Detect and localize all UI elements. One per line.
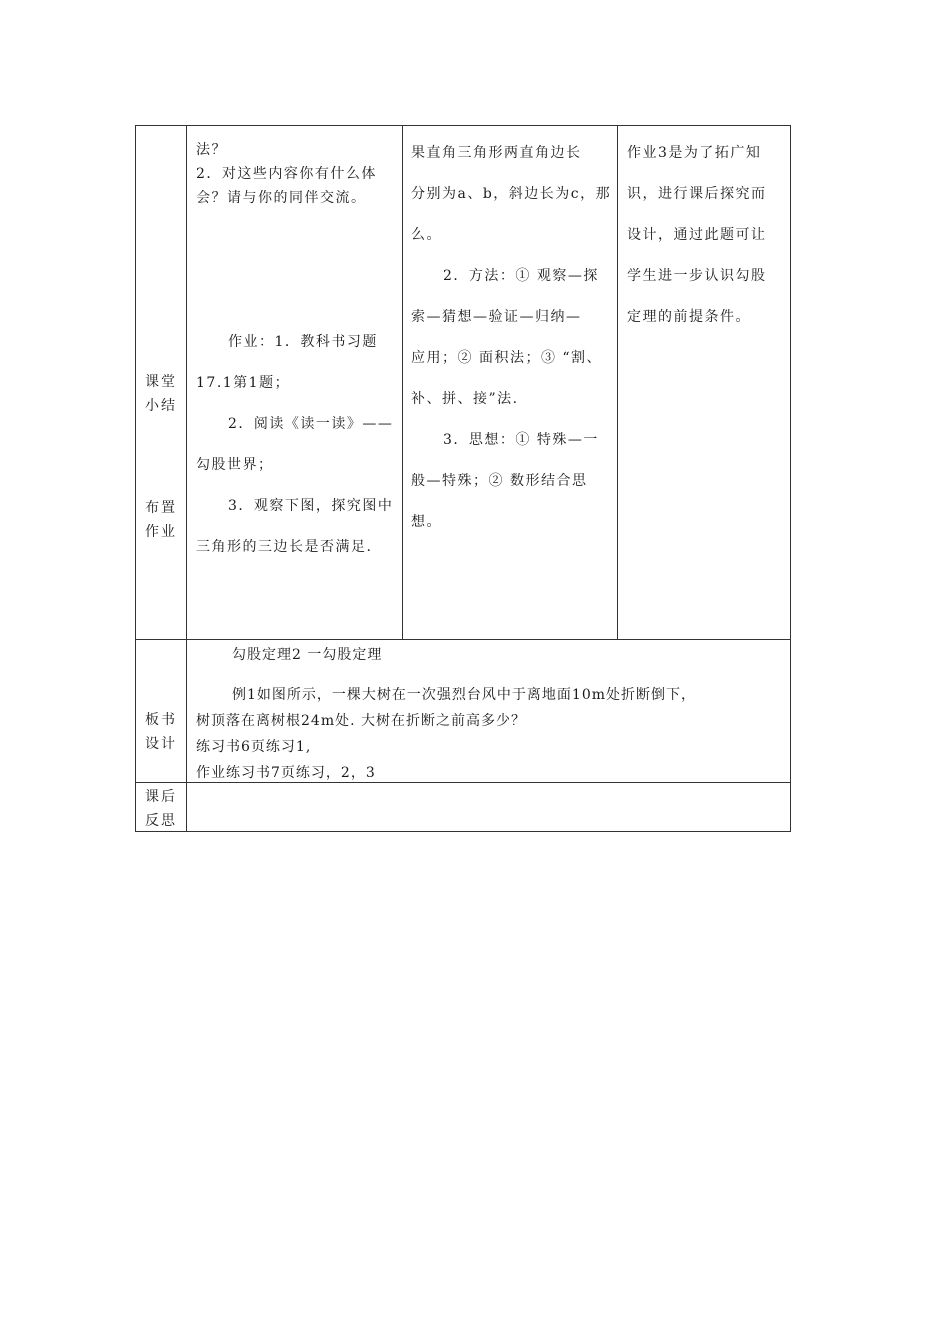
homework-line: 2．阅读《读一读》—— [228, 416, 394, 432]
homework-assignment [196, 322, 400, 568]
table-border-bottom [135, 831, 791, 832]
row-label-homework-line2: 作业 [145, 524, 177, 540]
student-text-line: 法？ [196, 142, 227, 158]
design-intent-cell [627, 133, 789, 338]
summary-line: 补、拼、接”法. [411, 391, 519, 407]
board-example-line: 例1如图所示，一棵大树在一次强烈台风中于离地面10m处折断倒下， [232, 687, 696, 703]
table-border-top [135, 125, 791, 126]
student-text-line: 2．对这些内容你有什么体 [196, 166, 377, 182]
board-exercise-line: 作业练习书7页练习，2，3 [196, 765, 376, 781]
board-example-line: 树顶落在离树根24m处. 大树在折断之前高多少？ [196, 713, 526, 729]
intent-line: 识，进行课后探究而 [627, 186, 767, 202]
row-label-board-line2: 设计 [145, 736, 177, 752]
summary-line: 索—猜想—验证—归纳— [411, 309, 582, 325]
summary-line: 果直角三角形两直角边长 [411, 145, 582, 161]
row-label-summary-line1: 课堂 [145, 374, 177, 390]
table-row-divider-1 [135, 639, 791, 640]
row-label-reflection-line2: 反思 [145, 813, 177, 829]
student-text-line: 会？请与你的同伴交流。 [196, 190, 367, 206]
table-col-divider-2 [402, 125, 403, 640]
table-col-divider-1 [186, 125, 187, 832]
row-label-reflection [136, 785, 186, 833]
row-label-summary [136, 370, 186, 418]
intent-line: 定理的前提条件。 [627, 309, 751, 325]
summary-line: 2．方法：① 观察—探 [443, 268, 599, 284]
summary-line: 分别为a、b，斜边长为c，那 [411, 186, 612, 202]
summary-line: 3．思想：① 特殊—一 [443, 432, 599, 448]
intent-line: 作业3是为了拓广知 [627, 145, 762, 161]
homework-line: 三角形的三边长是否满足. [196, 539, 373, 555]
table-col-divider-3 [617, 125, 618, 640]
row-label-reflection-line1: 课后 [145, 789, 177, 805]
summary-line: 么。 [411, 227, 442, 243]
row-label-board [136, 708, 186, 756]
intent-line: 学生进一步认识勾股 [627, 268, 767, 284]
homework-line: 3．观察下图，探究图中 [228, 498, 394, 514]
row-label-homework-line1: 布置 [145, 500, 177, 516]
row-label-board-line1: 板书 [145, 712, 177, 728]
student-activity-cell [196, 138, 400, 210]
intent-line: 设计，通过此题可让 [627, 227, 767, 243]
board-exercise-line: 练习书6页练习1, [196, 739, 312, 755]
row-label-homework [136, 496, 186, 544]
summary-line: 想。 [411, 514, 442, 530]
table-border-right [790, 125, 791, 832]
homework-line: 勾股世界； [196, 457, 274, 473]
summary-line: 应用；② 面积法；③ “割、 [411, 350, 603, 366]
homework-line: 作业：1．教科书习题 [228, 334, 378, 350]
row-label-summary-line2: 小结 [145, 398, 177, 414]
summary-line: 般—特殊；② 数形结合思 [411, 473, 588, 489]
board-title: 勾股定理2 一勾股定理 [232, 647, 383, 663]
board-design-cell [196, 642, 788, 786]
teacher-summary-cell [411, 133, 615, 543]
homework-line: 17.1第1题； [196, 375, 291, 391]
